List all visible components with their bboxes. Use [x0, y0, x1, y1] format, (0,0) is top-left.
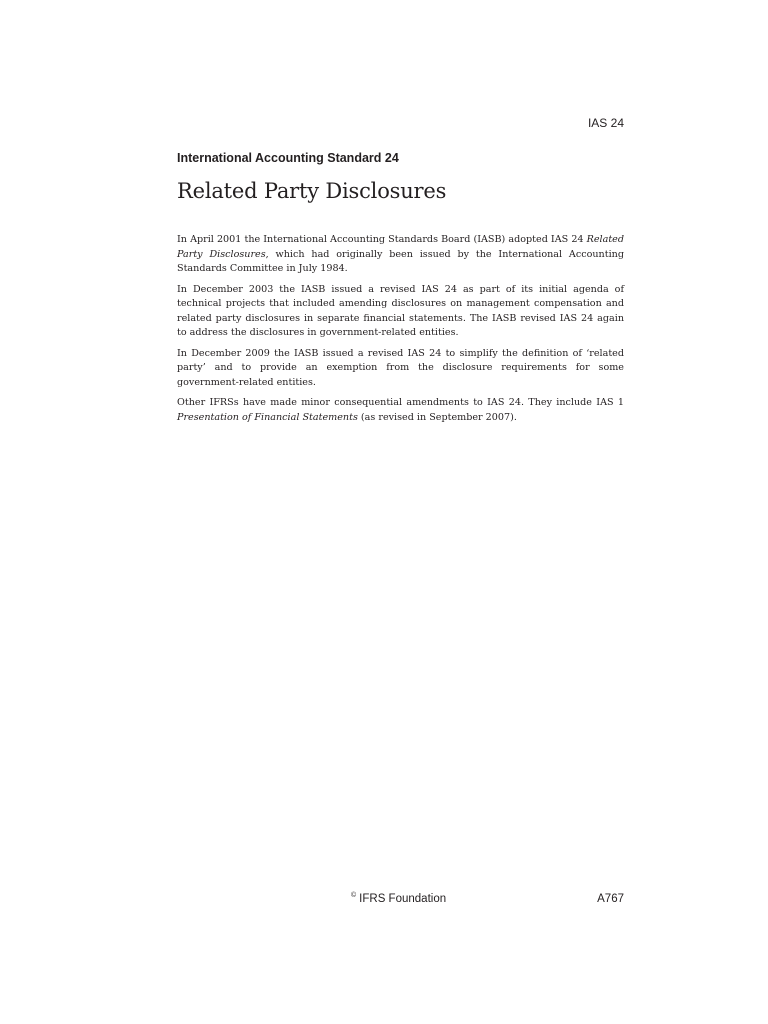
paragraph-2: In December 2003 the IASB issued a revised IAS 24 as part of its initial agenda of technical projects that included amending disclosures on management compensation and related party disclosures in separate financial statements. The IASB revised IAS 24 again to address the disclosures in government-related entities. — [177, 283, 624, 338]
footer-copyright — [351, 893, 446, 905]
paragraph-4-text-b: (as revised in September 2007). — [357, 411, 517, 423]
paragraph-1-text-a: In April 2001 the International Accounting Standards Board (IASB) adopted IAS 24 — [177, 234, 587, 245]
paragraph-3: In December 2009 the IASB issued a revised IAS 24 to simplify the definition of ‘related party’ and to provide an exemption from the disclosure requirements for some government-related entities. — [177, 347, 624, 388]
paragraph-4 — [177, 396, 624, 425]
paragraph-1-italic: Related Party Disclosures — [177, 234, 624, 260]
standard-label: International Accounting Standard 24 — [177, 151, 399, 165]
paragraph-1-text-b: , which had originally been issued by the International Accounting Standards Committee in July 1984. — [177, 248, 624, 274]
paragraph-4-italic: Presentation of Financial Statements — [177, 411, 358, 423]
document-body — [177, 233, 624, 431]
footer-foundation: IFRS Foundation — [359, 893, 447, 905]
paragraph-4-text-a: Other IFRSs have made minor consequential amendments to IAS 24. They include IAS 1 — [177, 397, 624, 408]
footer-page-number: A767 — [597, 893, 624, 905]
page-title: Related Party Disclosures — [177, 179, 447, 203]
copyright-symbol: © — [351, 892, 357, 900]
header-standard-code: IAS 24 — [587, 116, 624, 130]
paragraph-1 — [177, 233, 624, 277]
